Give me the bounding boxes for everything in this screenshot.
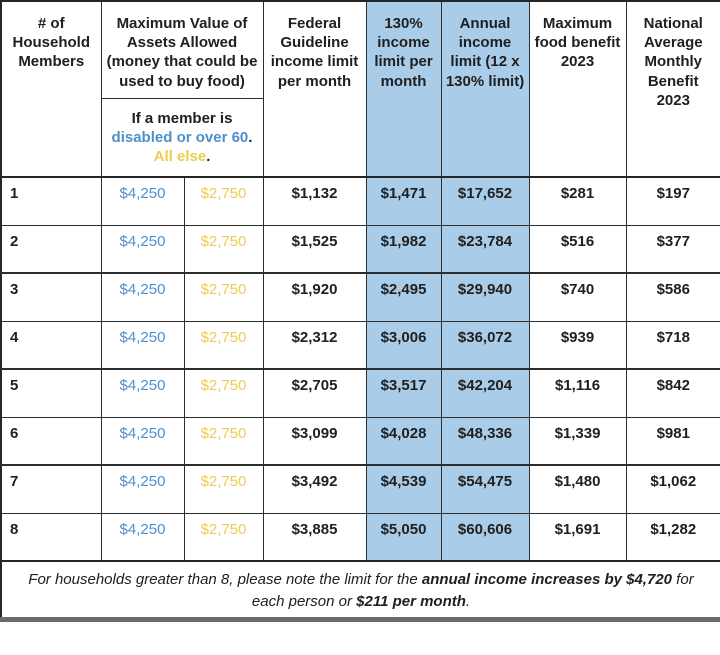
cell-max-food-benefit: $1,339 <box>529 417 626 465</box>
cell-130pct-income-limit: $4,539 <box>366 465 441 513</box>
cell-assets-all-else: $2,750 <box>184 513 263 561</box>
cell-household-count: 8 <box>1 513 101 561</box>
cell-max-food-benefit: $281 <box>529 177 626 225</box>
cell-annual-income-limit: $54,475 <box>441 465 529 513</box>
cell-federal-guideline-limit: $3,885 <box>263 513 366 561</box>
cell-national-average-benefit: $981 <box>626 417 720 465</box>
cell-federal-guideline-limit: $2,705 <box>263 369 366 417</box>
header-annual-income-limit: Annual income limit (12 x 130% limit) <box>441 1 529 177</box>
cell-130pct-income-limit: $3,006 <box>366 321 441 369</box>
cell-assets-disabled-or-over-60: $4,250 <box>101 321 184 369</box>
cell-130pct-income-limit: $2,495 <box>366 273 441 321</box>
cell-national-average-benefit: $586 <box>626 273 720 321</box>
cell-national-average-benefit: $842 <box>626 369 720 417</box>
cell-annual-income-limit: $17,652 <box>441 177 529 225</box>
cell-household-count: 5 <box>1 369 101 417</box>
cell-max-food-benefit: $939 <box>529 321 626 369</box>
footnote-segment: . <box>465 592 471 610</box>
header-federal-guideline: Federal Guideline income limit per month <box>263 1 366 177</box>
footnote-segment: For households greater than 8, please note the limit for the <box>28 571 422 588</box>
cell-annual-income-limit: $42,204 <box>441 369 529 417</box>
cell-household-count: 2 <box>1 225 101 273</box>
cell-assets-all-else: $2,750 <box>184 417 263 465</box>
table-row <box>1 417 720 465</box>
header-assets-subnote <box>101 98 263 177</box>
cell-assets-all-else: $2,750 <box>184 225 263 273</box>
cell-national-average-benefit: $1,062 <box>626 465 720 513</box>
cell-annual-income-limit: $29,940 <box>441 273 529 321</box>
cell-household-count: 4 <box>1 321 101 369</box>
cell-assets-disabled-or-over-60: $4,250 <box>101 225 184 273</box>
header-household-members: # of Household Members <box>1 1 101 177</box>
cell-assets-all-else: $2,750 <box>184 273 263 321</box>
footnote-row <box>1 561 720 619</box>
table-row <box>1 273 720 321</box>
table-row <box>1 369 720 417</box>
assets-subnote-period-2: . <box>206 147 211 165</box>
assets-subnote-prefix: If a member is <box>131 109 233 127</box>
cell-max-food-benefit: $1,691 <box>529 513 626 561</box>
cell-130pct-income-limit: $3,517 <box>366 369 441 417</box>
footnote-bold-segment: $211 per month <box>356 592 466 610</box>
cell-130pct-income-limit: $1,471 <box>366 177 441 225</box>
cell-national-average-benefit: $197 <box>626 177 720 225</box>
cell-130pct-income-limit: $5,050 <box>366 513 441 561</box>
cell-annual-income-limit: $23,784 <box>441 225 529 273</box>
assets-subnote-all-else: All else <box>153 147 207 165</box>
cell-federal-guideline-limit: $3,492 <box>263 465 366 513</box>
table-row <box>1 321 720 369</box>
footnote-segment: for each person or <box>251 571 694 610</box>
cell-max-food-benefit: $516 <box>529 225 626 273</box>
cell-assets-all-else: $2,750 <box>184 177 263 225</box>
cell-assets-all-else: $2,750 <box>184 369 263 417</box>
table-header <box>1 1 720 177</box>
footnote-bold-segment: annual income increases by $4,720 <box>421 571 673 588</box>
header-assets-allowed: Maximum Value of Assets Allowed (money that could be used to buy food) <box>101 1 263 98</box>
header-max-food-benefit: Maximum food benefit 2023 <box>529 1 626 177</box>
cell-max-food-benefit: $740 <box>529 273 626 321</box>
assets-subnote-period-1: . <box>248 128 253 146</box>
header-130-income-limit: 130% income limit per month <box>366 1 441 177</box>
cell-federal-guideline-limit: $3,099 <box>263 417 366 465</box>
cell-federal-guideline-limit: $2,312 <box>263 321 366 369</box>
cell-assets-disabled-or-over-60: $4,250 <box>101 369 184 417</box>
cell-household-count: 7 <box>1 465 101 513</box>
cell-assets-disabled-or-over-60: $4,250 <box>101 513 184 561</box>
cell-federal-guideline-limit: $1,132 <box>263 177 366 225</box>
header-national-average-benefit: National Average Monthly Benefit 2023 <box>626 1 720 177</box>
cell-max-food-benefit: $1,480 <box>529 465 626 513</box>
cell-annual-income-limit: $60,606 <box>441 513 529 561</box>
cell-household-count: 1 <box>1 177 101 225</box>
assets-subnote-disabled-over-60: disabled or over 60 <box>111 128 249 146</box>
table-row <box>1 513 720 561</box>
cell-assets-disabled-or-over-60: $4,250 <box>101 177 184 225</box>
cell-assets-disabled-or-over-60: $4,250 <box>101 417 184 465</box>
cell-national-average-benefit: $718 <box>626 321 720 369</box>
cell-national-average-benefit: $377 <box>626 225 720 273</box>
table-footer <box>1 561 720 619</box>
cell-130pct-income-limit: $1,982 <box>366 225 441 273</box>
cell-assets-all-else: $2,750 <box>184 321 263 369</box>
table-body <box>1 177 720 561</box>
header-row-main <box>1 1 720 98</box>
cell-federal-guideline-limit: $1,525 <box>263 225 366 273</box>
table-row <box>1 177 720 225</box>
cell-annual-income-limit: $36,072 <box>441 321 529 369</box>
cell-national-average-benefit: $1,282 <box>626 513 720 561</box>
cell-assets-all-else: $2,750 <box>184 465 263 513</box>
table-row <box>1 225 720 273</box>
cell-130pct-income-limit: $4,028 <box>366 417 441 465</box>
cell-household-count: 3 <box>1 273 101 321</box>
cell-max-food-benefit: $1,116 <box>529 369 626 417</box>
cell-household-count: 6 <box>1 417 101 465</box>
table-row <box>1 465 720 513</box>
cell-assets-disabled-or-over-60: $4,250 <box>101 273 184 321</box>
cell-assets-disabled-or-over-60: $4,250 <box>101 465 184 513</box>
cell-federal-guideline-limit: $1,920 <box>263 273 366 321</box>
footnote <box>1 561 720 619</box>
cell-annual-income-limit: $48,336 <box>441 417 529 465</box>
